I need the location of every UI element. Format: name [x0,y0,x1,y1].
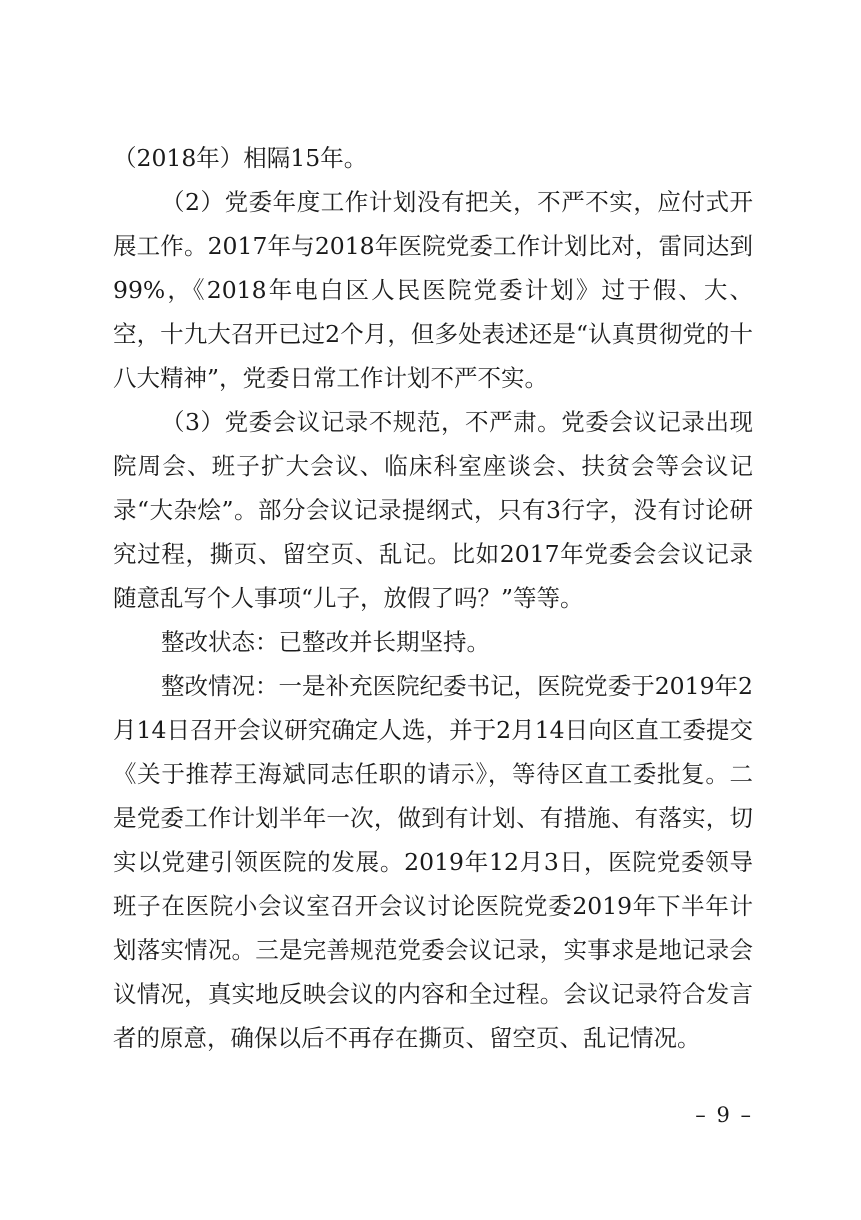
paragraph-rectification-details: 整改情况：一是补充医院纪委书记，医院党委于2019年2月14日召开会议研究确定人选，并于2月14日向区直工委提交《关于推荐王海斌同志任职的请示》，等待区直工委批复。二是党委工作计划半年一次，做到有计划、有措施、有落实，切实以党建引领医院的发展。2019年12月3日，医院党委领导班子在医院小会议室召开会议讨论医院党委2019年下半年计划落实情况。三是完善规范党委会议记录，实事求是地记录会议情况，真实地反映会议的内容和全过程。会议记录符合发言者的原意，确保以后不再存在撕页、留空页、乱记情况。 [113,672,753,1052]
paragraph-rectification-status: 整改状态：已整改并长期坚持。 [161,628,490,656]
paragraph-continuation: （2018年）相隔15年。 [113,144,368,172]
paragraph-work-plan: （2）党委年度工作计划没有把关，不严不实，应付式开展工作。2017年与2018年医院党委工作计划比对，雷同达到99%，《2018年电白区人民医院党委计划》过于假、大、空，十九大召开已过2个月，但多处表述还是“认真贯彻党的十八大精神”，党委日常工作计划不严不实。 [113,188,753,392]
page-number: – 9 – [695,1103,753,1127]
document-body [113,136,753,1060]
paragraph-meeting-records: （3）党委会议记录不规范，不严肃。党委会议记录出现院周会、班子扩大会议、临床科室座谈会、扶贫会等会议记录“大杂烩”。部分会议记录提纲式，只有3行字，没有讨论研究过程，撕页、留空页、乱记。比如2017年党委会会议记录随意乱写个人事项“儿子，放假了吗？”等等。 [113,408,753,612]
